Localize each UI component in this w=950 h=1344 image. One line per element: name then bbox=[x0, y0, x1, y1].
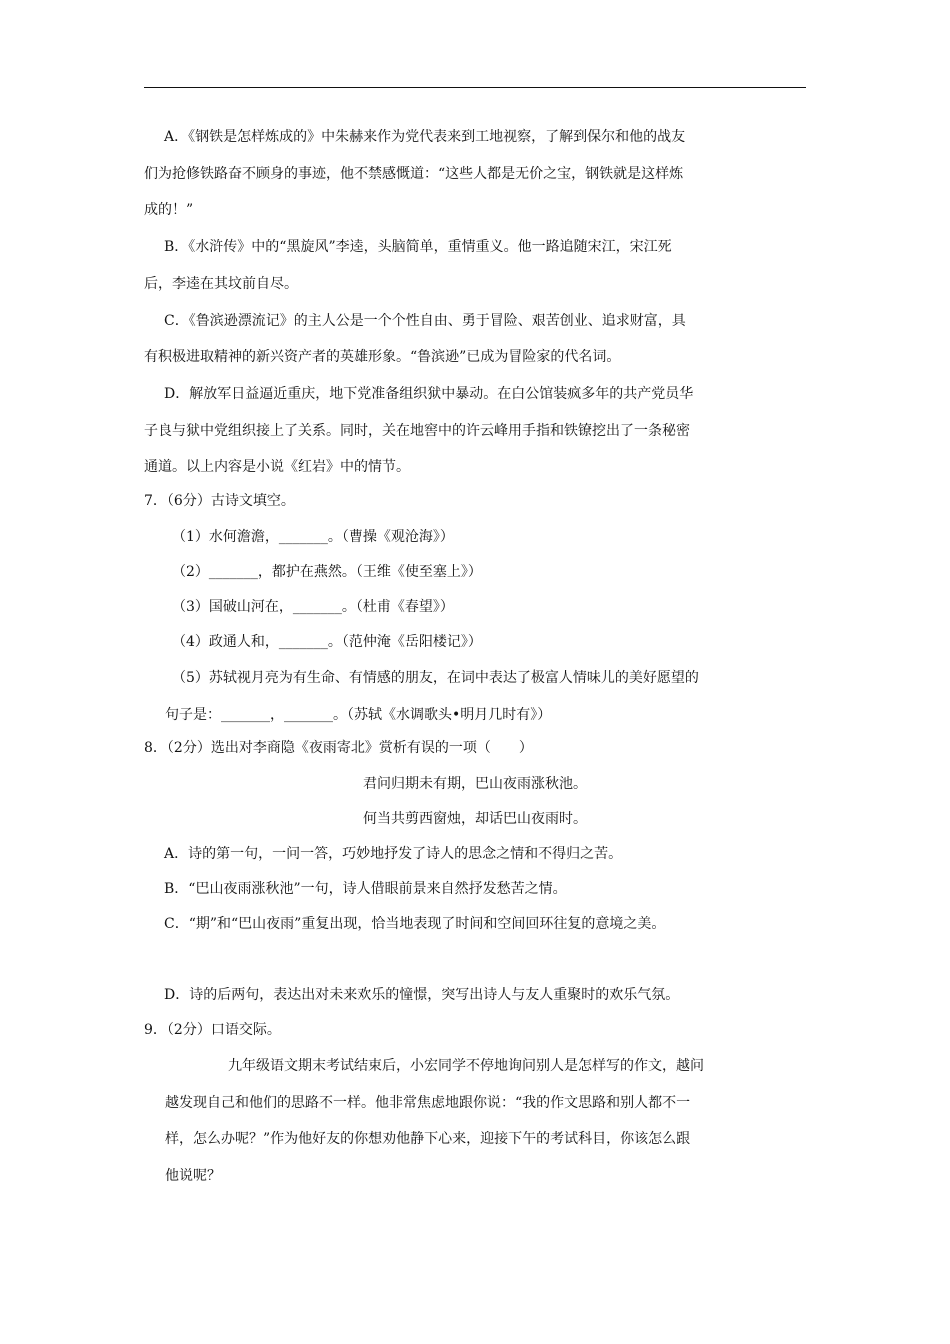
q9-passage-line-2: 越发现自己和他们的思路不一样。他非常焦虑地跟你说：“我的作文思路和别人都不一 bbox=[165, 1095, 691, 1111]
q6-option-b-line-1: B．《水浒传》中的“黑旋风”李逵，头脑简单，重情重义。他一路追随宋江，宋江死 bbox=[164, 239, 672, 255]
q7-item-5-line-2: 句子是：_______，_______。（苏轼《水调歌头•明月几时有》） bbox=[165, 707, 552, 723]
q6-option-a-line-1: A．《钢铁是怎样炼成的》中朱赫来作为党代表来到工地视察，了解到保尔和他的战友 bbox=[164, 129, 686, 145]
q9-header: 9．（2分）口语交际。 bbox=[144, 1022, 281, 1038]
q8-poem-line-2: 何当共剪西窗烛，却话巴山夜雨时。 bbox=[363, 811, 587, 827]
q6-option-b-line-2: 后，李逵在其坟前自尽。 bbox=[144, 276, 298, 292]
q6-option-a-line-2: 们为抢修铁路奋不顾身的事迹，他不禁感慨道：“这些人都是无价之宝，钢铁就是这样炼 bbox=[144, 166, 684, 182]
q6-option-d-line-3: 通道。以上内容是小说《红岩》中的情节。 bbox=[144, 459, 410, 475]
q8-header: 8．（2分）选出对李商隐《夜雨寄北》赏析有误的一项（ ） bbox=[144, 740, 533, 756]
q6-option-d-line-2: 子良与狱中党组织接上了关系。同时，关在地窖中的许云峰用手指和铁镣挖出了一条秘密 bbox=[144, 423, 690, 439]
q8-option-a: A．诗的第一句，一问一答，巧妙地抒发了诗人的思念之情和不得归之苦。 bbox=[164, 846, 623, 862]
header-rule bbox=[144, 87, 806, 88]
q8-option-d: D．诗的后两句，表达出对未来欢乐的憧憬，突写出诗人与友人重聚时的欢乐气氛。 bbox=[164, 987, 680, 1003]
q7-header: 7．（6分）古诗文填空。 bbox=[144, 493, 295, 509]
q6-option-a-line-3: 成的！” bbox=[144, 202, 194, 218]
q9-passage-line-3: 样，怎么办呢？”作为他好友的你想劝他静下心来，迎接下午的考试科目，你该怎么跟 bbox=[165, 1131, 691, 1147]
q8-option-b: B．“巴山夜雨涨秋池”一句，诗人借眼前景来自然抒发愁苦之情。 bbox=[164, 881, 567, 897]
q6-option-d-line-1: D．解放军日益逼近重庆，地下党准备组织狱中暴动。在白公馆装疯多年的共产党员华 bbox=[164, 386, 694, 402]
q8-option-c: C．“期”和“巴山夜雨”重复出现，恰当地表现了时间和空间回环往复的意境之美。 bbox=[164, 916, 666, 932]
q9-passage-line-4: 他说呢？ bbox=[165, 1168, 221, 1184]
q7-item-1: （1）水何澹澹，_______。（曹操《观沧海》） bbox=[172, 529, 454, 545]
q6-option-c-line-1: C．《鲁滨逊漂流记》的主人公是一个个性自由、勇于冒险、艰苦创业、追求财富，具 bbox=[164, 313, 686, 329]
q8-poem-line-1: 君问归期未有期，巴山夜雨涨秋池。 bbox=[363, 776, 587, 792]
q7-item-2: （2）_______，都护在燕然。（王维《使至塞上》） bbox=[172, 564, 482, 580]
q7-item-3: （3）国破山河在，_______。（杜甫《春望》） bbox=[172, 599, 454, 615]
q7-item-4: （4）政通人和，_______。（范仲淹《岳阳楼记》） bbox=[172, 634, 482, 650]
q9-passage-line-1: 九年级语文期末考试结束后，小宏同学不停地询问别人是怎样写的作文，越问 bbox=[228, 1058, 704, 1074]
q6-option-c-line-2: 有积极进取精神的新兴资产者的英雄形象。“鲁滨逊”已成为冒险家的代名词。 bbox=[144, 349, 621, 365]
q7-item-5-line-1: （5）苏轼视月亮为有生命、有情感的朋友，在词中表达了极富人情味儿的美好愿望的 bbox=[172, 670, 699, 686]
